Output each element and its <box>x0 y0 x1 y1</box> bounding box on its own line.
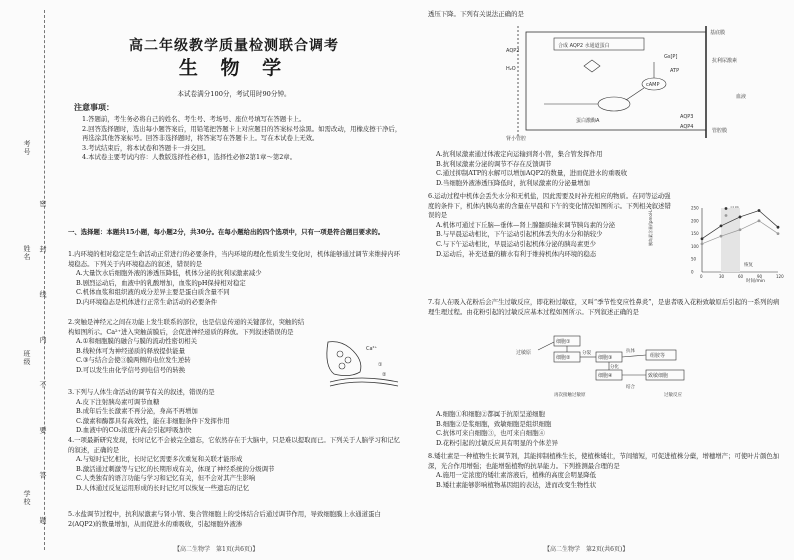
exam-number-label: 考号 <box>23 140 31 156</box>
fig-label: 结合 <box>626 385 635 390</box>
fig-label: 基底膜 <box>710 30 726 36</box>
svg-text:②: ② <box>382 372 387 378</box>
question-stem: 7.有人在吸入花粉后会产生过敏反应，即花粉过敏症，又叫“季节性变应性鼻炎”，是患者吸入花粉致敏原后引起的一系列的病理生理过程。由花粉引起的过敏反应基本过程如图所示。下列叙述正确的是 <box>428 298 780 316</box>
data-point <box>758 219 761 222</box>
fig-label: 肾小管腔 <box>506 136 527 142</box>
fig-label: 再次接触过敏原 <box>554 393 586 398</box>
question-stem: 5.水盐调节过程中，抗利尿激素与肾小管、集合管细胞上的受体结合后通过调节作用，导致细胞膜上水通道蛋白2(AQP2)的数量增加，从而促进水的重吸收，引起细胞外液渗 <box>68 510 381 528</box>
option-b: B.成年后生长激素不再分泌，身高不再增加 <box>76 407 198 416</box>
fig-label: 蛋白激酶A <box>576 118 600 124</box>
option-a: A.皮下注射胰岛素可调节血糖 <box>76 397 160 406</box>
exercise-period-band <box>721 208 740 272</box>
notice-item: 2.回答选择题时，选出每小题答案后，用铅笔把答题卡上对应题目的答案标号涂黑。如需改动，用橡皮擦干净后，再选涂其他答案标号。回答非选择题时，将答案写在答题卡上。写在本试卷上无效。 <box>82 124 402 143</box>
section-1 <box>68 228 404 238</box>
page-footer-left: 【高二生物学 第1页(共6页)】 <box>174 546 259 553</box>
fig-label: AQP2 <box>506 48 520 54</box>
x-tick-label: 90 <box>757 274 763 279</box>
question-4 <box>68 436 404 494</box>
fig-label: 过敏反应 <box>664 393 682 398</box>
notice-title: 注意事项： <box>74 102 114 112</box>
fig-label: AQP3 <box>680 114 694 120</box>
right-column <box>424 0 788 560</box>
x-tick-label: 120 <box>776 274 784 279</box>
x-tick-label: 60 <box>738 274 744 279</box>
fig-label: 细胞③ <box>598 355 613 361</box>
fig-label: 细胞② <box>556 355 571 361</box>
fig-label: 血液 <box>736 94 747 100</box>
option-a: A.机体可通过下丘脑—垂体—肾上腺髓质轴来调节胰岛素的分泌 <box>436 220 616 229</box>
school-label: 学校 <box>23 490 31 506</box>
name-label: 姓名 <box>23 245 31 261</box>
data-point <box>777 226 780 229</box>
data-point <box>739 216 742 219</box>
option-a: A.抗利尿激素通过体液定向运输到肾小管，集合管发挥作用 <box>436 150 603 158</box>
option-c: C.与下午运动相比，早晨运动引起机体分泌的胰岛素更少 <box>436 239 597 248</box>
question-stem: 2.突触是神经元之间在功能上发生联系的部位，也是信息传递的关键部位，突触的结构如图所示。Ca²⁺进入突触前膜后，会促进神经递质的释放。下列叙述错误的是 <box>68 318 305 336</box>
fig-label: 细胞① <box>556 339 571 345</box>
question-stem: 1.内环境的相对稳定是生命活动正常进行的必要条件，当内环境的理化性质发生变化时，机体能够通过调节来维持内环境稳态。下列关于内环境稳态的叙述，错误的是 <box>68 250 401 268</box>
notice-item: 3.考试结束后，将本试卷和答题卡一并交回。 <box>82 143 210 152</box>
option-b: B.矮壮素能够影响植物基因组的表达，进而改变生物性状 <box>436 480 597 489</box>
x-tick-label: 30 <box>719 274 725 279</box>
option-d: D.运动后，补充适量的糖水有利于维持机体内环境的稳态 <box>436 249 597 258</box>
option-d: D.花粉引起的过敏反应具有明显的个体差异 <box>436 438 558 447</box>
option-b: B.与早晨运动相比，下午运动引起机体丢失的水分和钠较少 <box>436 230 603 239</box>
left-column <box>62 0 406 560</box>
question-6 <box>428 192 676 259</box>
data-point <box>701 242 704 245</box>
option-d: D.当细胞外液渗透压降低时，抗利尿激素的分泌量增加 <box>436 178 590 187</box>
notice-list <box>68 115 404 163</box>
svg-text:Ca²⁺: Ca²⁺ <box>366 346 378 352</box>
fig-label: 抗体 <box>626 349 635 354</box>
svg-text:①: ① <box>378 362 383 368</box>
question-7-options <box>428 410 784 448</box>
option-b: B.激活通过刺激等与记忆的长期形成有关，体现了神经系统的分级调节 <box>76 464 275 473</box>
fig-label: 组胺等 <box>650 353 666 359</box>
fig-label: Gs[P] <box>664 54 678 60</box>
legend-marker <box>725 214 728 217</box>
y-tick-label: 200 <box>691 218 699 224</box>
question-stem: 6.运动过程中机体会丢失水分和无机盐，因此需要及时补充相应的物质。在同等运动强度的条件下，机体内胰岛素的含量在早晨和下午的变化情况如图所示。下列相关叙述错误的是 <box>428 192 671 220</box>
fig-label: 过敏原 <box>516 350 532 356</box>
data-point <box>701 237 704 240</box>
question-2 <box>68 318 308 376</box>
fig-label: AQP4 <box>680 124 694 130</box>
option-a: A.大量饮水后细胞外液的渗透压降低，机体分泌的抗利尿激素减少 <box>76 269 262 278</box>
fig-label: 分裂 <box>582 351 591 356</box>
question-5 <box>68 510 404 529</box>
y-tick-label: 100 <box>691 243 699 249</box>
option-c: C.抗体可来自细胞③，也可来自细胞④ <box>436 429 545 438</box>
synapse-figure <box>320 338 404 390</box>
question-stem-continued: 透压下降。下列有关说法正确的是 <box>428 10 524 18</box>
option-a: A.施用一定浓度的矮壮素溶液后，植株的高度会明显降低 <box>436 471 597 480</box>
option-c: C.人类独有的语言功能与学习和记忆有关，但不会对其产生影响 <box>76 474 256 483</box>
option-d: D.血液中的CO₂浓度升高会引起呼吸加快 <box>76 426 192 435</box>
subject-title: 生 物 学 <box>178 57 290 79</box>
figure-inner-label: 合成 AQP2 水通道蛋白 <box>558 43 610 49</box>
data-point <box>739 228 742 231</box>
option-a: A.细胞①和细胞②都属于抗原呈递细胞 <box>436 410 545 418</box>
question-5-options <box>428 150 784 188</box>
kidney-cell-figure <box>504 22 764 144</box>
seal-notice: 密 封 线 内 不 要 答 题 <box>39 200 47 542</box>
question-1 <box>68 250 404 308</box>
fig-label: 管腔膜 <box>712 128 728 134</box>
y-tick-label: 150 <box>691 231 699 237</box>
data-point <box>777 232 780 235</box>
option-b: B.细胞②是浆细胞，致敏细胞是组织细胞 <box>436 419 552 428</box>
insulin-line-chart <box>648 200 784 284</box>
question-8 <box>428 452 784 490</box>
option-c: C.机体血浆和组织液的成分差异主要是蛋白质含量不同 <box>76 288 230 297</box>
fig-label: 抗利尿激素 <box>712 58 738 64</box>
exam-meta: 本试卷满分100分，考试用时90分钟。 <box>177 90 291 98</box>
option-a: A.与短时记忆相比，长时记忆需要多次重复和关联才能形成 <box>76 455 243 464</box>
option-a: A.①和细胞膜的融合与膜的流动性密切相关 <box>76 337 198 346</box>
allergy-flow-figure <box>514 330 714 406</box>
option-d: D.可以发生由化学信号到电信号的转换 <box>76 365 186 374</box>
option-d: D.内环境稳态是机体进行正常生命活动的必要条件 <box>76 297 218 306</box>
class-label: 班级 <box>23 350 31 366</box>
option-b: B.剧烈运动后，血液中的乳酸增加，血浆的pH保持相对稳定 <box>76 278 246 287</box>
y-tick-label: 50 <box>691 256 697 262</box>
option-b: B.抗利尿激素分泌的调节不存在反馈调节 <box>436 159 552 168</box>
data-point <box>720 235 723 238</box>
exam-title: 高二年级教学质量检测联合调考 <box>129 38 339 54</box>
question-7 <box>428 298 784 317</box>
fig-label: H₂O <box>506 66 516 72</box>
option-d: D.人体通过反复运用形成的长时记忆可以恢复一些遗忘的记忆 <box>76 483 250 492</box>
chart-xlabel: 时间/min <box>746 279 766 284</box>
question-3 <box>68 388 404 436</box>
question-stem: 8.矮壮素是一种植物生长调节剂，其能抑制植株生长，使植株矮壮，节间缩短，可促进植株分蘖，增穗增产；可使叶片颜色加深，光合作用增强；也能增强植物的抗旱能力。下列推测最合理的是 <box>428 452 780 470</box>
data-point <box>758 209 761 212</box>
y-tick-label: 0 <box>691 269 694 275</box>
fig-label: 分化 <box>610 365 619 370</box>
fig-label: cAMP <box>646 82 660 88</box>
notice-item: 1.答题前，考生务必将自己的姓名、考生号、考场号、座位号填写在答题卡上。 <box>82 115 306 123</box>
binding-strip <box>0 0 58 560</box>
option-b: B.线粒体可为神经递质的释放提供能量 <box>76 346 185 355</box>
fig-label: 细胞④ <box>598 373 613 379</box>
option-c: C.③与结合会使③膜两侧的电位发生逆转 <box>76 356 191 365</box>
option-c: C.通过抑制ATP的水解可以增加AQP2的数量，进而促进水的重吸收 <box>436 169 628 178</box>
data-point <box>720 225 723 228</box>
notice-item: 4.本试卷主要考试内容：人教版选择性必修1，选择性必修2第1章～第2章。 <box>82 153 297 162</box>
chart-ylabel: 胰岛素含量/(pmol·L⁻¹) <box>648 204 653 246</box>
x-tick-label: 0 <box>700 274 703 279</box>
phase-label: 恢复 <box>744 263 753 268</box>
legend-marker <box>725 207 728 210</box>
question-stem: 3.下列与人体生命活动的调节有关的叙述，错误的是 <box>68 388 215 396</box>
fig-label: ATP <box>670 68 680 74</box>
question-stem: 4.一项最新研究发现，长时记忆不会被完全遗忘，它依然存在于大脑中，只是难以提取而已。下列关于人脑学习和记忆的叙述，正确的是 <box>68 436 401 454</box>
y-tick-label: 250 <box>691 205 699 211</box>
section-heading: 一、选择题：本题共15小题，每小题2分，共30分。在每小题给出的四个选项中，只有一项是符合题目要求的。 <box>68 228 385 236</box>
fig-label: 致敏细胞 <box>648 373 669 379</box>
page-footer-right: 【高二生物学 第2页(共6页)】 <box>544 546 629 553</box>
option-c: C.激素和酶都具有高效性，能在非细胞条件下发挥作用 <box>76 416 230 425</box>
